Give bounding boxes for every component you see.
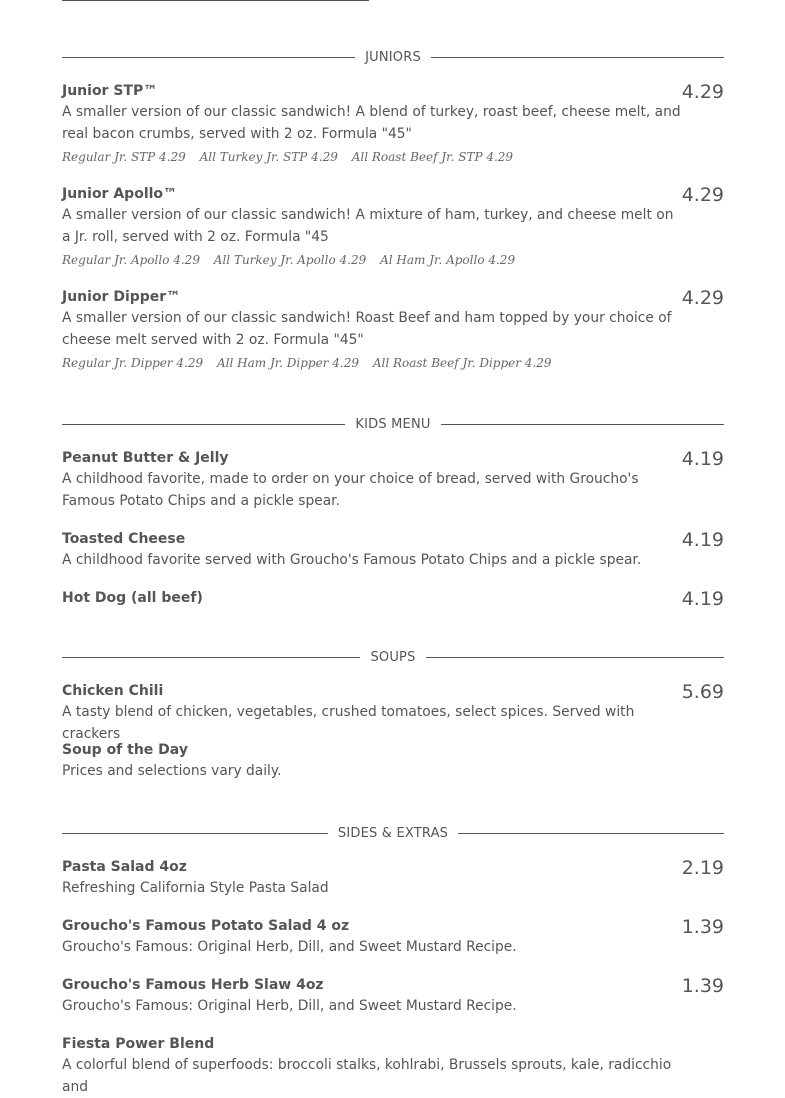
item-price: 4.29 bbox=[681, 81, 724, 103]
item-option: All Roast Beef Jr. Dipper 4.29 bbox=[372, 356, 552, 370]
menu-item-herb-slaw[interactable] bbox=[62, 975, 724, 1017]
item-price: 4.29 bbox=[681, 287, 724, 309]
menu-item-junior-stp[interactable] bbox=[62, 81, 724, 169]
menu-item-junior-apollo[interactable] bbox=[62, 184, 724, 272]
item-description: Groucho's Famous: Original Herb, Dill, and Sweet Mustard Recipe. bbox=[62, 998, 517, 1014]
item-description: Refreshing California Style Pasta Salad bbox=[62, 880, 329, 896]
item-name: Chicken Chili bbox=[62, 683, 164, 699]
section-header-juniors bbox=[62, 47, 724, 67]
item-description: A tasty blend of chicken, vegetables, crushed tomatoes, select spices. Served with crackers bbox=[62, 704, 635, 742]
menu-item-hot-dog[interactable] bbox=[62, 588, 724, 608]
item-description: A colorful blend of superfoods: broccoli stalks, kohlrabi, Brussels sprouts, kale, radicchio and bbox=[62, 1057, 672, 1095]
section-rule-left bbox=[62, 657, 360, 658]
section-header-kids-menu bbox=[62, 414, 724, 434]
menu-item-soup-of-the-day[interactable] bbox=[62, 740, 724, 782]
section-rule-right bbox=[426, 657, 724, 658]
item-price: 4.19 bbox=[681, 529, 724, 551]
item-name: Junior Dipper™ bbox=[62, 289, 181, 305]
menu-item-pasta-salad[interactable] bbox=[62, 857, 724, 899]
menu-item-junior-dipper[interactable] bbox=[62, 287, 724, 375]
item-price: 2.19 bbox=[681, 857, 724, 879]
item-options bbox=[62, 145, 724, 169]
item-name: Junior Apollo™ bbox=[62, 186, 178, 202]
item-price: 1.39 bbox=[681, 975, 724, 997]
item-name: Toasted Cheese bbox=[62, 531, 186, 547]
item-price: 4.19 bbox=[681, 448, 724, 470]
item-description: A smaller version of our classic sandwich! A blend of turkey, roast beef, cheese melt, and real bacon crumbs, served with 2 oz. Formula "45" bbox=[62, 104, 681, 142]
section-rule-right bbox=[441, 424, 724, 425]
item-description: Prices and selections vary daily. bbox=[62, 763, 282, 779]
item-option: Regular Jr. STP 4.29 bbox=[62, 150, 186, 164]
section-rule-left bbox=[62, 833, 328, 834]
section-rule-right bbox=[431, 57, 724, 58]
item-option: Al Ham Jr. Apollo 4.29 bbox=[380, 253, 516, 267]
item-name: Junior STP™ bbox=[62, 83, 158, 99]
item-description: Groucho's Famous: Original Herb, Dill, and Sweet Mustard Recipe. bbox=[62, 939, 517, 955]
item-option: Regular Jr. Apollo 4.29 bbox=[62, 253, 200, 267]
section-title: SIDES & EXTRAS bbox=[337, 825, 449, 841]
item-option: All Ham Jr. Dipper 4.29 bbox=[216, 356, 359, 370]
item-name: Groucho's Famous Potato Salad 4 oz bbox=[62, 918, 350, 934]
item-name: Soup of the Day bbox=[62, 742, 188, 758]
section-title: SOUPS bbox=[370, 649, 416, 665]
section-title: JUNIORS bbox=[365, 49, 421, 65]
item-description: A smaller version of our classic sandwich! Roast Beef and ham topped by your choice of cheese melt served with 2 oz. Formula "45" bbox=[62, 310, 672, 348]
item-name: Pasta Salad 4oz bbox=[62, 859, 187, 875]
item-description: A childhood favorite, made to order on your choice of bread, served with Groucho's Famous Potato Chips and a pickle spear. bbox=[62, 471, 639, 509]
menu-item-chicken-chili[interactable] bbox=[62, 681, 724, 745]
section-rule-left bbox=[62, 57, 355, 58]
menu-item-peanut-butter-jelly[interactable] bbox=[62, 448, 724, 512]
section-title: KIDS MENU bbox=[355, 416, 431, 432]
item-description: A childhood favorite served with Groucho's Famous Potato Chips and a pickle spear. bbox=[62, 552, 642, 568]
item-name: Hot Dog (all beef) bbox=[62, 590, 203, 606]
menu-item-toasted-cheese[interactable] bbox=[62, 529, 724, 571]
item-price: 4.19 bbox=[681, 588, 724, 610]
section-header-sides-extras bbox=[62, 823, 724, 843]
item-option: All Roast Beef Jr. STP 4.29 bbox=[351, 150, 514, 164]
section-rule-right bbox=[458, 833, 724, 834]
item-option: All Turkey Jr. Apollo 4.29 bbox=[213, 253, 367, 267]
item-options bbox=[62, 351, 724, 375]
menu-item-potato-salad[interactable] bbox=[62, 916, 724, 958]
item-price: 5.69 bbox=[681, 681, 724, 703]
top-divider bbox=[62, 0, 369, 1]
item-option: Regular Jr. Dipper 4.29 bbox=[62, 356, 204, 370]
item-name: Groucho's Famous Herb Slaw 4oz bbox=[62, 977, 324, 993]
section-header-soups bbox=[62, 647, 724, 667]
item-price: 4.29 bbox=[681, 184, 724, 206]
item-name: Peanut Butter & Jelly bbox=[62, 450, 229, 466]
item-price: 1.39 bbox=[681, 916, 724, 938]
item-name: Fiesta Power Blend bbox=[62, 1036, 215, 1052]
section-rule-left bbox=[62, 424, 345, 425]
item-option: All Turkey Jr. STP 4.29 bbox=[199, 150, 338, 164]
menu-item-fiesta-power-blend[interactable] bbox=[62, 1034, 724, 1098]
item-description: A smaller version of our classic sandwich! A mixture of ham, turkey, and cheese melt on a Jr. roll, served with 2 oz. Formula "45 bbox=[62, 207, 674, 245]
item-options bbox=[62, 248, 724, 272]
